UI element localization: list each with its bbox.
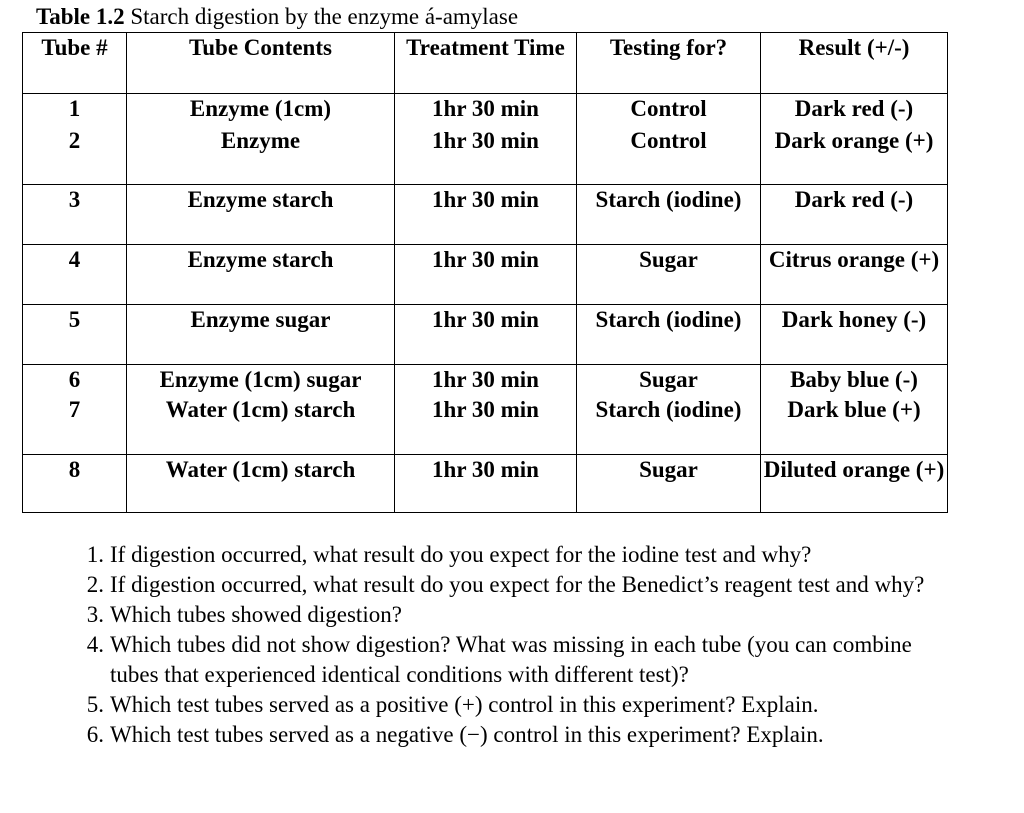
question-number: 1.: [86, 542, 104, 567]
question-number: 6.: [86, 722, 104, 747]
question-list: [86, 540, 960, 750]
column-header-contents: Tube Contents: [127, 33, 395, 94]
question-number: 5.: [86, 692, 104, 717]
list-item: [86, 570, 960, 600]
cell-contents: Enzyme (1cm) sugar: [127, 365, 395, 396]
cell-testing: Control: [577, 94, 761, 126]
cell-contents: Enzyme starch: [127, 185, 395, 245]
cell-time: 1hr 30 min: [395, 454, 577, 512]
list-item: [86, 630, 960, 690]
cell-tube: 1: [23, 94, 127, 126]
table-caption-label: Table 1.2: [36, 4, 125, 29]
cell-tube: 3: [23, 185, 127, 245]
column-header-tube: Tube #: [23, 33, 127, 94]
cell-tube: 7: [23, 395, 127, 454]
cell-contents: Water (1cm) starch: [127, 454, 395, 512]
cell-tube: 6: [23, 365, 127, 396]
question-text: Which tubes showed digestion?: [110, 602, 402, 627]
table-row: [23, 185, 948, 245]
table-caption-text: Starch digestion by the enzyme á-amylase: [130, 4, 519, 29]
cell-contents: Water (1cm) starch: [127, 395, 395, 454]
column-header-testing-for: Testing for?: [577, 33, 761, 94]
cell-tube: 4: [23, 245, 127, 305]
cell-contents: Enzyme sugar: [127, 305, 395, 365]
column-header-treatment-time: Treatment Time: [395, 33, 577, 94]
cell-contents: Enzyme: [127, 126, 395, 185]
question-number: 3.: [86, 602, 104, 627]
table-caption: [36, 2, 518, 32]
table-row: [23, 305, 948, 365]
question-text: Which test tubes served as a negative (−) control in this experiment? Explain.: [110, 722, 824, 747]
table-row: [23, 365, 948, 396]
list-item: [86, 600, 960, 630]
cell-testing: Starch (iodine): [577, 305, 761, 365]
question-text: Which tubes did not show digestion? What was missing in each tube (you can combine tubes that experienced identical conditions with different test)?: [110, 632, 912, 687]
cell-tube: 2: [23, 126, 127, 185]
cell-result: Baby blue (-): [761, 365, 948, 396]
cell-testing: Starch (iodine): [577, 395, 761, 454]
question-number: 2.: [86, 572, 104, 597]
column-header-result: Result (+/-): [761, 33, 948, 94]
cell-testing: Control: [577, 126, 761, 185]
cell-tube: 8: [23, 454, 127, 512]
cell-time: 1hr 30 min: [395, 126, 577, 185]
cell-tube: 5: [23, 305, 127, 365]
cell-time: 1hr 30 min: [395, 185, 577, 245]
table-row: [23, 245, 948, 305]
cell-result: Citrus orange (+): [761, 245, 948, 305]
cell-result: Dark red (-): [761, 185, 948, 245]
cell-testing: Sugar: [577, 245, 761, 305]
cell-contents: Enzyme starch: [127, 245, 395, 305]
cell-time: 1hr 30 min: [395, 365, 577, 396]
cell-time: 1hr 30 min: [395, 94, 577, 126]
question-number: 4.: [86, 632, 104, 657]
table-row: [23, 395, 948, 454]
table-row: [23, 94, 948, 126]
cell-result: Dark honey (-): [761, 305, 948, 365]
cell-result: Diluted orange (+): [761, 454, 948, 512]
cell-testing: Sugar: [577, 454, 761, 512]
list-item: [86, 690, 960, 720]
cell-contents: Enzyme (1cm): [127, 94, 395, 126]
question-text: Which test tubes served as a positive (+) control in this experiment? Explain.: [110, 692, 819, 717]
cell-result: Dark blue (+): [761, 395, 948, 454]
table-row: [23, 454, 948, 512]
cell-result: Dark orange (+): [761, 126, 948, 185]
starch-digestion-table: [22, 32, 948, 513]
question-text: If digestion occurred, what result do you expect for the Benedict’s reagent test and why?: [110, 572, 925, 597]
cell-time: 1hr 30 min: [395, 245, 577, 305]
list-item: [86, 540, 960, 570]
cell-time: 1hr 30 min: [395, 305, 577, 365]
list-item: [86, 720, 960, 750]
cell-result: Dark red (-): [761, 94, 948, 126]
table-row: [23, 126, 948, 185]
cell-testing: Starch (iodine): [577, 185, 761, 245]
question-text: If digestion occurred, what result do you expect for the iodine test and why?: [110, 542, 812, 567]
cell-time: 1hr 30 min: [395, 395, 577, 454]
cell-testing: Sugar: [577, 365, 761, 396]
table-header-row: [23, 33, 948, 94]
